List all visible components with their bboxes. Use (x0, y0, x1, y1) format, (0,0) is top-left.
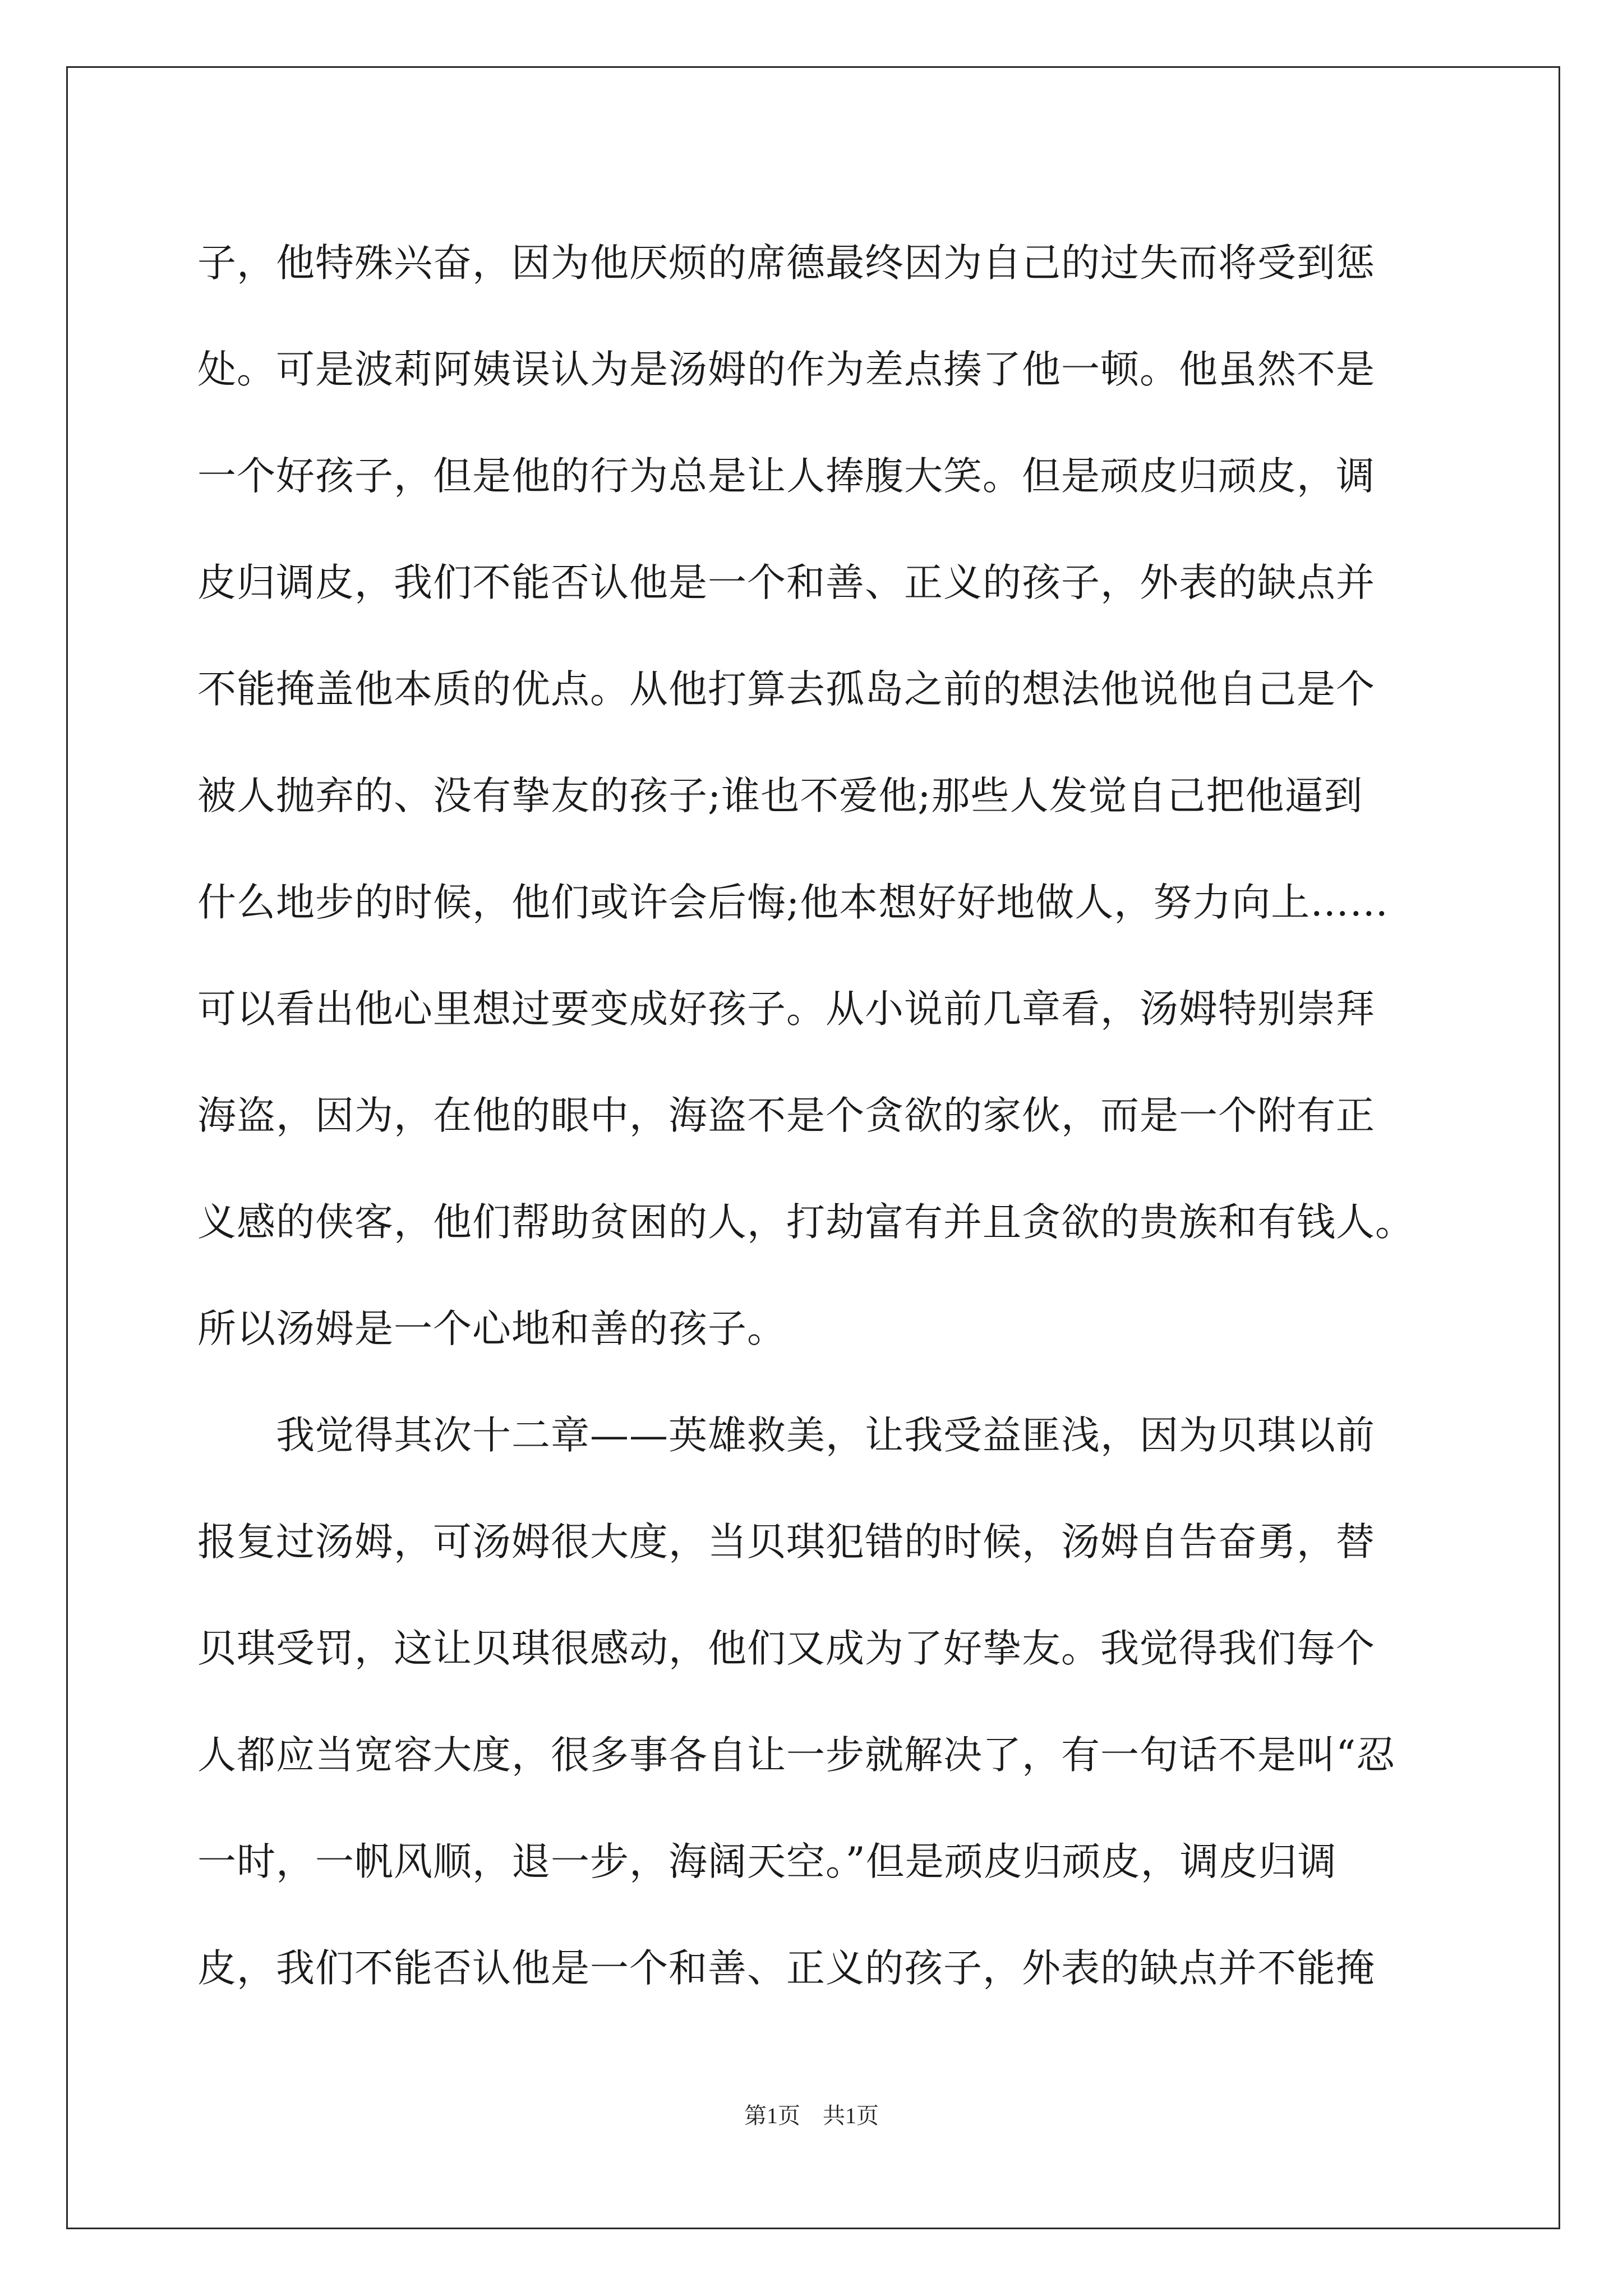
text-line: 贝琪受罚，这让贝琪很感动，他们又成为了好挚友。我觉得我们每个 (197, 1626, 1375, 1671)
text-line: 皮，我们不能否认他是一个和善、正义的孩子，外表的缺点并不能掩 (197, 1946, 1375, 1991)
text-line: 人都应当宽容大度，很多事各自让一步就解决了，有一句话不是叫“忍 (197, 1733, 1396, 1778)
text-line: 处。可是波莉阿姨误认为是汤姆的作为差点揍了他一顿。他虽然不是 (197, 347, 1375, 392)
text-line: 报复过汤姆，可汤姆很大度，当贝琪犯错的时候，汤姆自告奋勇，替 (197, 1520, 1375, 1565)
text-line: 可以看出他心里想过要变成好孩子。从小说前几章看，汤姆特别崇拜 (197, 987, 1375, 1032)
text-line: 什么地步的时候，他们或许会后悔;他本想好好地做人，努力向上…… (197, 880, 1389, 925)
page-footer: 第1页 共1页 (744, 2103, 879, 2128)
text-line: 子，他特殊兴奋，因为他厌烦的席德最终因为自己的过失而将受到惩 (197, 241, 1375, 286)
text-line: 所以汤姆是一个心地和善的孩子。 (197, 1306, 786, 1351)
text-line: 海盗，因为，在他的眼中，海盗不是个贪欲的家伙，而是一个附有正 (197, 1093, 1375, 1138)
text-line: 一个好孩子，但是他的行为总是让人捧腹大笑。但是顽皮归顽皮，调 (197, 454, 1375, 499)
text-line: 被人抛弃的、没有挚友的孩子;谁也不爱他;那些人发觉自己把他逼到 (197, 774, 1363, 818)
text-line: 义感的侠客，他们帮助贫困的人，打劫富有并且贪欲的贵族和有钱人。 (197, 1200, 1414, 1245)
text-line: 皮归调皮，我们不能否认他是一个和善、正义的孩子，外表的缺点并 (197, 560, 1375, 605)
paragraph-start-line: 我觉得其次十二章——英雄救美，让我受益匪浅，因为贝琪以前 (276, 1413, 1375, 1458)
document-body (197, 210, 1448, 2022)
text-line: 不能掩盖他本质的优点。从他打算去孤岛之前的想法他说他自己是个 (197, 667, 1375, 712)
text-line: 一时，一帆风顺，退一步，海阔天空。”但是顽皮归顽皮，调皮归调 (197, 1839, 1337, 1884)
